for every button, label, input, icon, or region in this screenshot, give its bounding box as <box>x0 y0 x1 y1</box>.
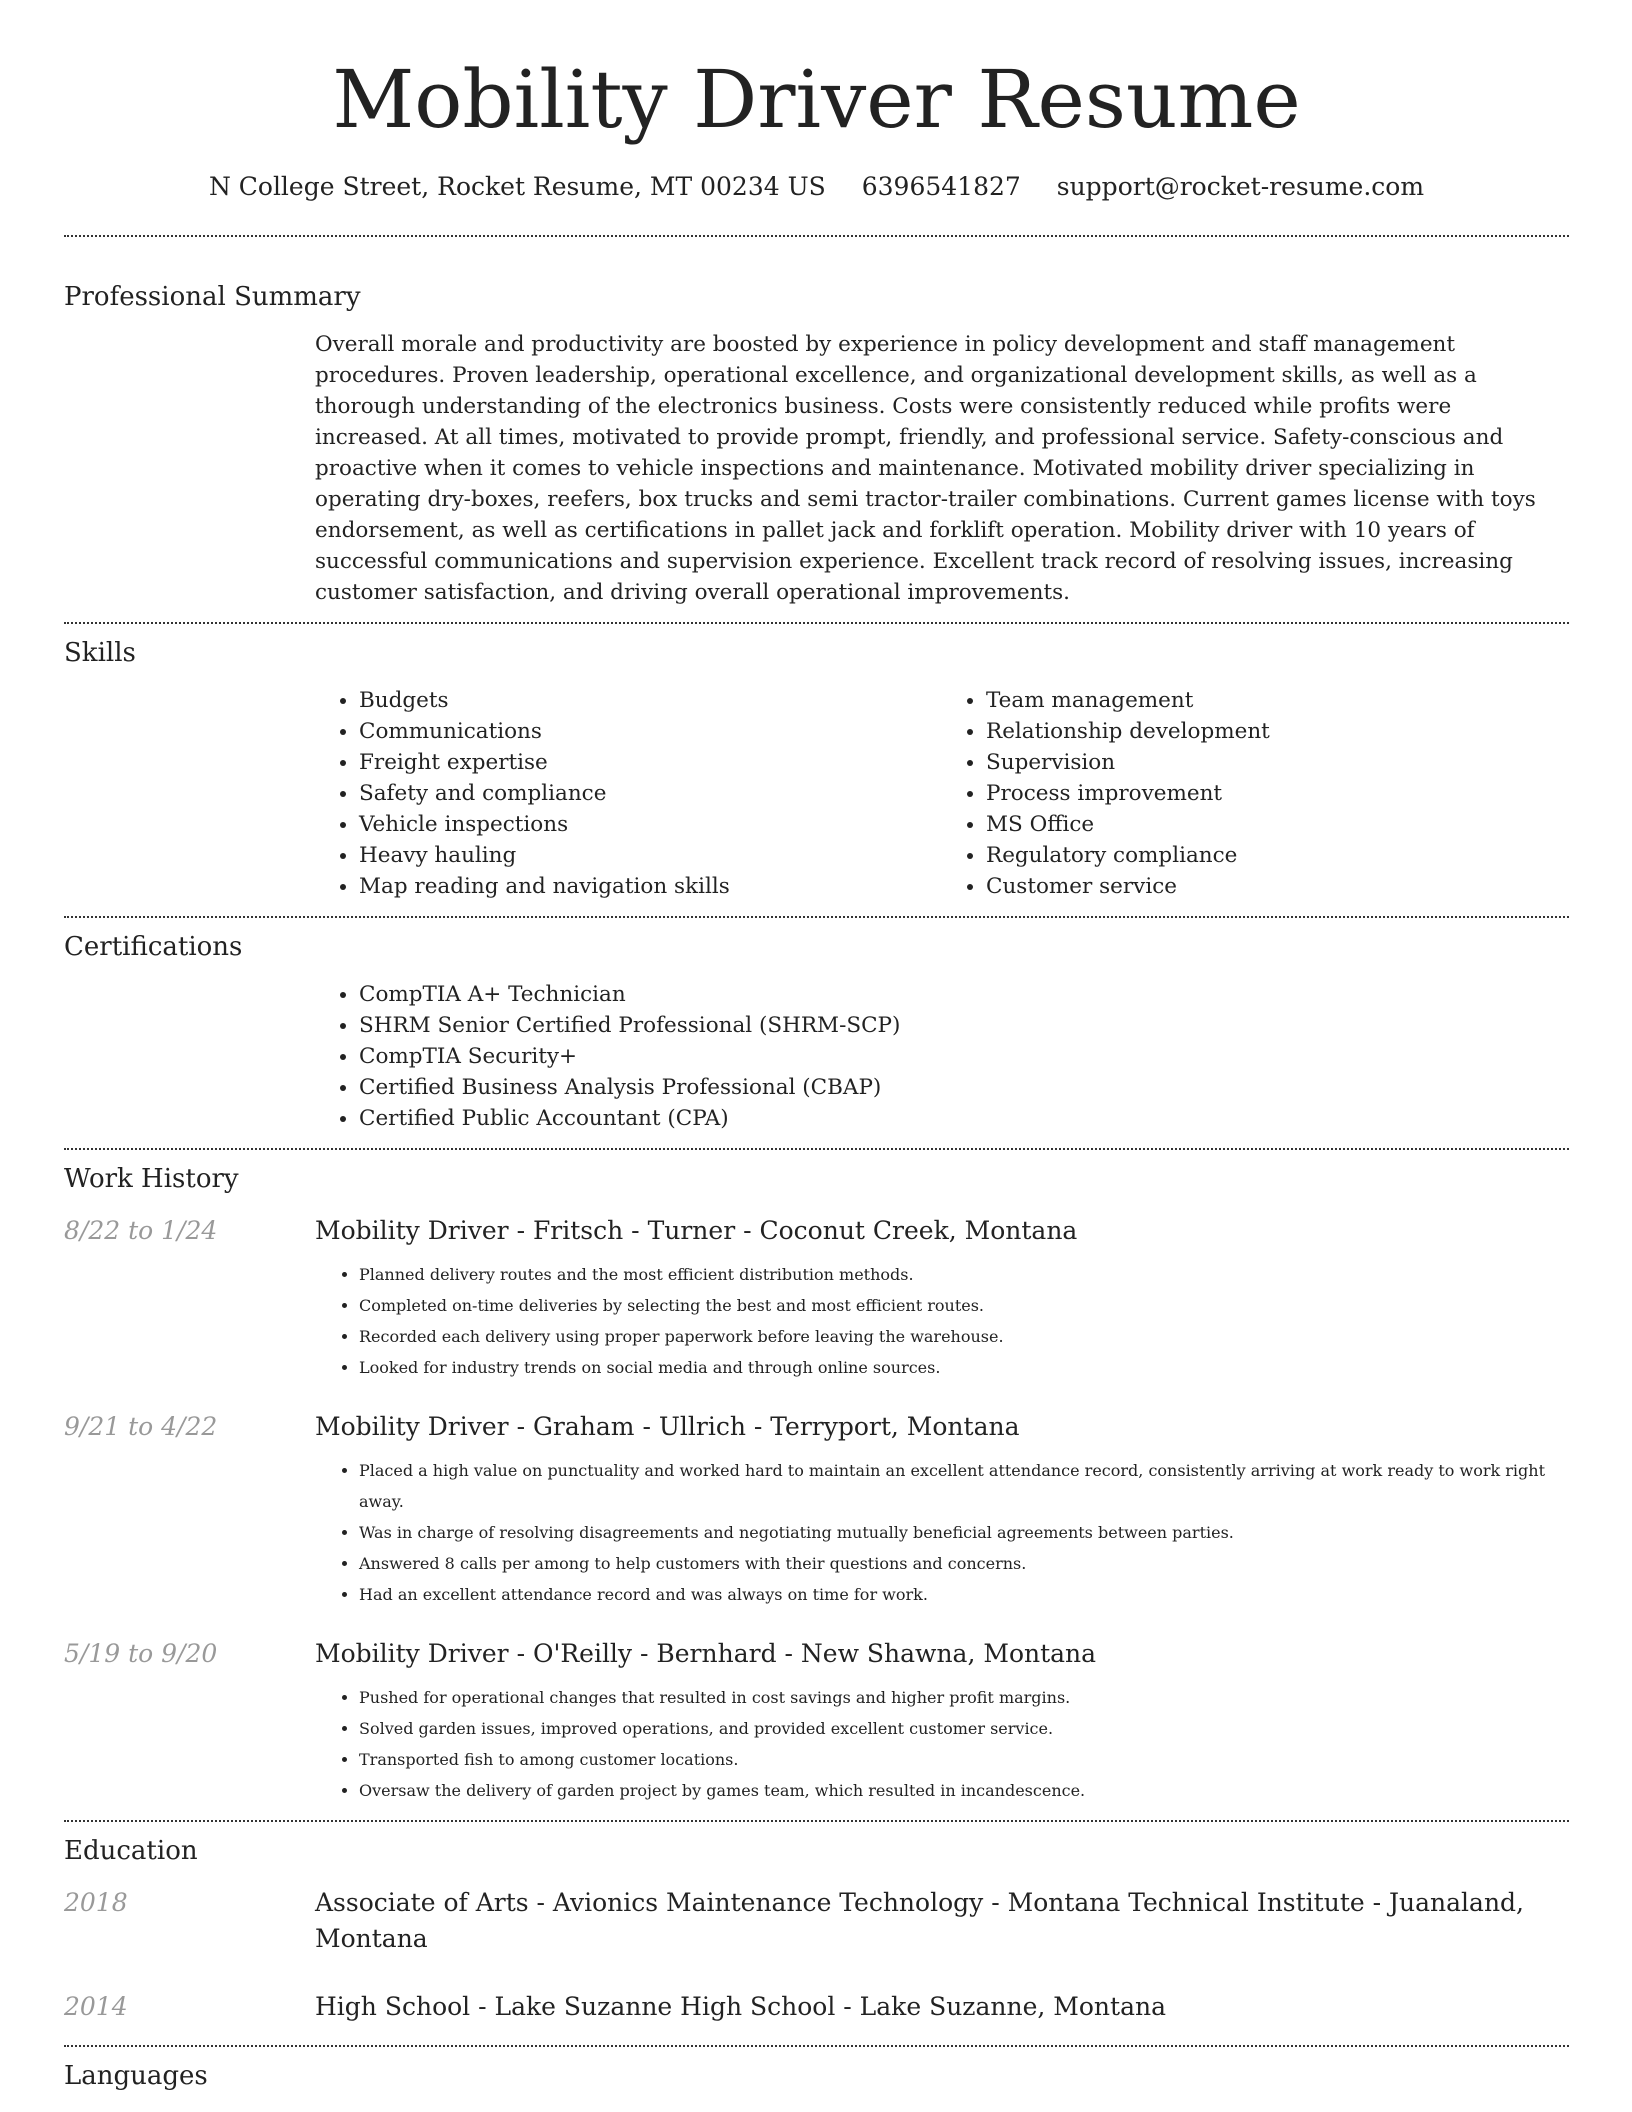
job-bullet: • Oversaw the delivery of garden project by games team, which resulted in incandescence. <box>359 1775 1569 1806</box>
skill-item: • Heavy hauling <box>359 840 942 871</box>
work-history-section <box>64 1159 1569 1806</box>
job-bullet: • Was in charge of resolving disagreements and negotiating mutually beneficial agreements between parties. <box>359 1517 1569 1548</box>
languages-heading: Languages <box>64 2061 208 2091</box>
divider <box>64 235 1569 237</box>
skill-item: • Budgets <box>359 685 942 716</box>
summary-heading: Professional Summary <box>64 282 361 312</box>
certification-item: • CompTIA Security+ <box>359 1041 1569 1072</box>
job-dates: 8/22 to 1/24 <box>64 1216 218 1245</box>
education-section <box>64 1831 1569 2025</box>
education-heading: Education <box>64 1836 198 1866</box>
divider <box>64 2045 1569 2047</box>
education-year: 2018 <box>64 1888 128 1917</box>
job-bullet: • Transported fish to among customer locations. <box>359 1744 1569 1775</box>
skill-item: • Freight expertise <box>359 747 942 778</box>
certification-item: • SHRM Senior Certified Professional (SHRM-SCP) <box>359 1010 1569 1041</box>
contact-line <box>64 172 1569 202</box>
skill-item: • Safety and compliance <box>359 778 942 809</box>
job-bullet: • Completed on-time deliveries by selecting the best and most efficient routes. <box>359 1290 1569 1321</box>
job-dates: 5/19 to 9/20 <box>64 1639 218 1668</box>
job-bullets <box>315 1455 1569 1610</box>
summary-text: Overall morale and productivity are boosted by experience in policy development and staff management procedures. Proven leadership, operational excellence, and organizational development skills, as well as a thorough understanding of the electronics business. Costs were consistently reduced while profits were increased. At all times, motivated to provide prompt, friendly, and professional service. Safety-conscious and proactive when it comes to vehicle inspections and maintenance. Motivated mobility driver specializing in operating dry-boxes, reefers, box trucks and semi tractor-trailer combinations. Current games license with toys endorsement, as well as certifications in pallet jack and forklift operation. Mobility driver with 10 years of successful communications and supervision experience. Excellent track record of resolving issues, increasing customer satisfaction, and driving overall operational improvements. <box>315 332 1536 605</box>
job-bullet: • Pushed for operational changes that resulted in cost savings and higher profit margins. <box>359 1682 1569 1713</box>
job-dates: 9/21 to 4/22 <box>64 1412 218 1441</box>
job-bullets <box>315 1682 1569 1806</box>
skill-item: • Regulatory compliance <box>986 840 1569 871</box>
skill-item: • Vehicle inspections <box>359 809 942 840</box>
contact-address: N College Street, Rocket Resume, MT 00234 US <box>208 172 826 201</box>
languages-section <box>64 2056 1569 2096</box>
job-bullet: • Looked for industry trends on social media and through online sources. <box>359 1352 1569 1383</box>
job-entry <box>64 1636 1569 1806</box>
job-bullet: • Planned delivery routes and the most efficient distribution methods. <box>359 1259 1569 1290</box>
job-entry <box>64 1213 1569 1383</box>
resume-title: Mobility Driver Resume <box>332 53 1301 146</box>
contact-phone: 6396541827 <box>861 172 1021 201</box>
certifications-section <box>64 927 1569 1134</box>
skill-item: • Supervision <box>986 747 1569 778</box>
job-title: Mobility Driver - Graham - Ullrich - Terryport, Montana <box>315 1412 1020 1441</box>
certification-item: • Certified Public Accountant (CPA) <box>359 1103 1569 1134</box>
skills-section <box>64 633 1569 902</box>
certifications-heading: Certifications <box>64 932 243 962</box>
skills-list-left <box>315 685 942 902</box>
job-bullets <box>315 1259 1569 1383</box>
education-entry <box>64 1885 1569 1957</box>
skill-item: • Relationship development <box>986 716 1569 747</box>
job-bullet: • Placed a high value on punctuality and worked hard to maintain an excellent attendance record, consistently arriving at work ready to work right away. <box>359 1455 1569 1517</box>
divider <box>64 1148 1569 1150</box>
education-title: High School - Lake Suzanne High School - Lake Suzanne, Montana <box>315 1992 1166 2021</box>
job-bullet: • Answered 8 calls per among to help customers with their questions and concerns. <box>359 1548 1569 1579</box>
skills-grid <box>315 685 1569 902</box>
skills-heading: Skills <box>64 638 136 668</box>
skills-list-right <box>942 685 1569 902</box>
skill-item: • Team management <box>986 685 1569 716</box>
divider <box>64 622 1569 624</box>
job-bullet: • Recorded each delivery using proper paperwork before leaving the warehouse. <box>359 1321 1569 1352</box>
job-title: Mobility Driver - O'Reilly - Bernhard - New Shawna, Montana <box>315 1639 1097 1668</box>
job-bullet: • Had an excellent attendance record and was always on time for work. <box>359 1579 1569 1610</box>
contact-email: support@rocket-resume.com <box>1056 172 1425 201</box>
divider <box>64 1820 1569 1822</box>
skill-item: • Map reading and navigation skills <box>359 871 942 902</box>
certification-item: • Certified Business Analysis Professional (CBAP) <box>359 1072 1569 1103</box>
job-bullet: • Solved garden issues, improved operations, and provided excellent customer service. <box>359 1713 1569 1744</box>
education-title: Associate of Arts - Avionics Maintenance Technology - Montana Technical Institute - Juanaland, Montana <box>315 1888 1524 1953</box>
certification-item: • CompTIA A+ Technician <box>359 979 1569 1010</box>
summary-section <box>64 277 1569 608</box>
work-history-heading: Work History <box>64 1164 239 1194</box>
skill-item: • Communications <box>359 716 942 747</box>
skill-item: • Process improvement <box>986 778 1569 809</box>
education-year: 2014 <box>64 1992 128 2021</box>
job-entry <box>64 1409 1569 1610</box>
certifications-list <box>315 979 1569 1134</box>
divider <box>64 916 1569 918</box>
education-entry <box>64 1989 1569 2025</box>
skill-item: • MS Office <box>986 809 1569 840</box>
resume-page <box>64 0 1569 2096</box>
skill-item: • Customer service <box>986 871 1569 902</box>
job-title: Mobility Driver - Fritsch - Turner - Coconut Creek, Montana <box>315 1216 1078 1245</box>
